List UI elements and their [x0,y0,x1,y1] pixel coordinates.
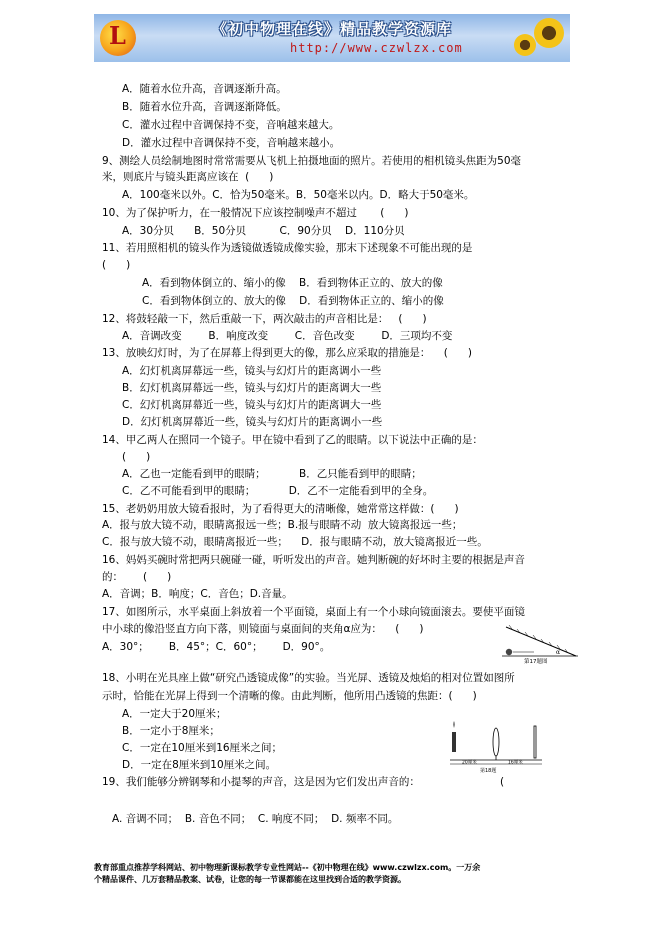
question-line: 18、小明在光具座上做“研究凸透镜成像”的实验。当光屏、透镜及烛焰的相对位置如图所 [102,672,515,684]
header-banner [94,14,570,62]
question-line: B．随着水位升高，音调逐渐降低。 [122,101,287,113]
question-line: A．30°； B．45°；C．60°； D．90°。 [102,641,331,653]
logo-mark: L [109,21,126,50]
distance-right-label: 16厘米 [508,760,523,766]
footer-line: 教育部重点推荐学科网站、初中物理新课标教学专业性网站--《初中物理在线》www.czwlzx.com。一万余 [94,863,481,872]
question-line: C．乙不可能看到甲的眼睛； D．乙不一定能看到甲的全身。 [122,485,434,497]
question-line: D．一定在8厘米到10厘米之间。 [122,759,277,771]
question-line: A．看到物体倒立的、缩小的像 B．看到物体正立的、放大的像 [142,277,443,289]
question-line: C．报与放大镜不动，眼睛离报近一些； D．报与眼睛不动，放大镜离报近一些。 [102,536,488,548]
mirror-ball-figure [498,618,578,664]
question-line: D．灌水过程中音调保持不变，音响越来越小。 [122,137,341,149]
question-line: 示时，恰能在光屏上得到一个清晰的像。由此判断，他所用凸透镜的焦距：( ) [102,690,477,702]
question-line: 12、将鼓轻敲一下，然后重敲一下，两次敲击的声音相比是： ( ) [102,313,427,325]
question-line: 中小球的像沿竖直方向下落，则镜面与桌面间的夹角α应为： ( ) [102,623,424,635]
optical-bench-figure [446,716,546,774]
question-line: 14、甲乙两人在照同一个镜子。甲在镜中看到了乙的眼睛。以下说法中正确的是： [102,434,483,446]
question-line: A．随着水位升高，音调逐渐升高。 [122,83,287,95]
figure-caption: 第17题图 [524,659,548,664]
sunflower-icon [534,18,564,48]
question-line: B．一定小于8厘米； [122,725,220,737]
question-line: 13、放映幻灯时，为了在屏幕上得到更大的像，那么应采取的措施是： ( ) [102,347,472,359]
question-line: C．看到物体倒立的、放大的像 D．看到物体正立的、缩小的像 [142,295,444,307]
question-line: B．幻灯机离屏幕远一些，镜头与幻灯片的距离调大一些 [122,382,382,394]
question-line: ( ) [102,259,131,271]
question-line: 15、老奶奶用放大镜看报时，为了看得更大的清晰像，她常常这样做：( ) [102,503,459,515]
question-line: A．一定大于20厘米； [122,708,227,720]
sunflower-icon [514,34,536,56]
question-line: A．30分贝 B．50分贝 C．90分贝 D．110分贝 [122,225,405,237]
question-line: 9、测绘人员绘制地图时常常需要从飞机上拍摄地面的照片。若使用的相机镜头焦距为50毫 [102,155,522,167]
question-line: 10、为了保护听力，在一般情况下应该控制噪声不超过 ( ) [102,207,409,219]
question-line: A．音调；B．响度；C．音色；D.音量。 [102,588,293,600]
question-line: 16、妈妈买碗时常把两只碗碰一碰，听听发出的声音。她判断碗的好坏时主要的根据是声音 [102,554,525,566]
question-line: A．乙也一定能看到甲的眼睛； B．乙只能看到甲的眼睛； [122,468,422,480]
figure-caption: 第18题 [480,768,497,774]
question-line: D．幻灯机离屏幕近一些，镜头与幻灯片的距离调小一些 [122,416,383,428]
question-line: C．灌水过程中音调保持不变，音响越来越大。 [122,119,340,131]
angle-label: α [556,649,561,656]
question-line: 17、如图所示，水平桌面上斜放着一个平面镜，桌面上有一个小球向镜面滚去。要使平面镜 [102,606,525,618]
question-line: A．100毫米以外。C．恰为50毫米。B．50毫米以内。D．略大于50毫米。 [122,189,475,201]
question-line: 米，则底片与镜头距离应该在 ( ) [102,171,274,183]
site-url[interactable]: http://www.czwlzx.com [290,41,463,55]
question-line: 的： ( ) [102,571,172,583]
question-line: C．一定在10厘米到16厘米之间； [122,742,283,754]
question-line: A．报与放大镜不动，眼睛离报远一些；B.报与眼睛不动 放大镜离报远一些； [102,519,463,531]
question-line: ( ) [122,451,151,463]
footer-line: 个精品课件、几万套精品教案、试卷，让您的每一节课都能在这里找到合适的教学资源。 [94,875,406,884]
question-line: A. 音调不同； B. 音色不同； C. 响度不同； D. 频率不同。 [112,813,399,825]
site-title: 《初中物理在线》精品教学资源库 [212,20,453,38]
question-line: 11、若用照相机的镜头作为透镜做透镜成像实验，那末下述现象不可能出现的是 [102,242,473,254]
question-line: 19、我们能够分辨钢琴和小提琴的声音，这是因为它们发出声音的： ( [102,776,505,788]
question-line: A．幻灯机离屏幕远一些，镜头与幻灯片的距离调小一些 [122,365,382,377]
question-line: C．幻灯机离屏幕近一些，镜头与幻灯片的距离调大一些 [122,399,382,411]
question-line: A．音调改变 B．响度改变 C．音色改变 D．三项均不变 [122,330,453,342]
distance-left-label: 20厘米 [462,760,477,766]
